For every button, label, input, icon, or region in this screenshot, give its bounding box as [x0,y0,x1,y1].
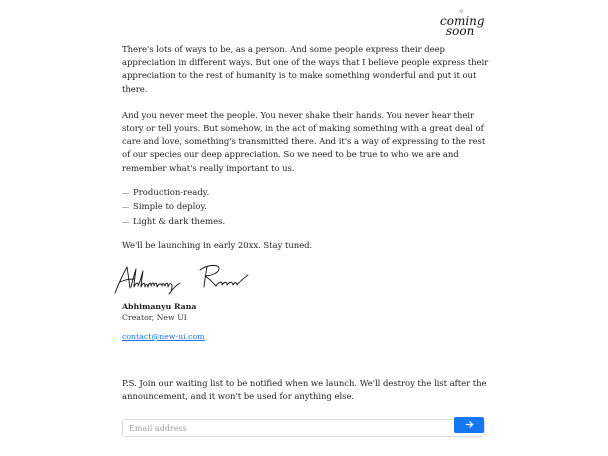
waitlist-form [122,416,485,434]
coming-soon-logo [436,8,490,38]
contact-email-link[interactable]: contact@new-ui.com [122,331,205,341]
signature-image [112,261,252,295]
dash-bullet [122,207,129,208]
intro-paragraph-1: There's lots of ways to be, as a person. And some people express their deep appreciation in different ways. But one of the ways that I believe people express their appreciation to the rest of humanity is to make something wonderful and put it out there. [122,45,489,95]
feature-label: Production-ready. [133,187,210,198]
feature-item [122,200,490,215]
signature-name: Abhimanyu Rana [122,301,197,311]
main-content [122,44,490,434]
feature-label: Simple to deploy. [133,202,207,213]
intro-paragraph-2: And you never meet the people. You never shake their hands. You never hear their story or tell yours. But somehow, in the act of making something with a great deal of care and love, something's transmitted there. And it's a way of expressing to the rest of our species our deep appreciation. So we need to be true to who we are and remember what's really important to us. [122,110,486,174]
logo-text-coming: coming [440,14,485,28]
feature-item [122,215,490,230]
feature-item [122,186,490,201]
submit-button[interactable] [454,417,484,433]
logo-text-soon: soon [446,24,475,38]
feature-list [122,186,490,230]
signature-title: Creator, New UI [122,313,187,323]
feature-label: Light & dark themes. [133,217,226,228]
sparkle-icon: ✧ [458,7,465,16]
launch-note: We'll be launching in early 20xx. Stay tuned. [122,240,313,251]
dash-bullet [122,222,129,223]
ps-note: P.S. Join our waiting list to be notified when we launch. We'll destroy the list after the announcement, and it won't be used for anything else. [122,378,487,402]
arrow-right-icon [465,420,474,429]
email-input[interactable] [122,419,485,437]
dash-bullet [122,193,129,194]
